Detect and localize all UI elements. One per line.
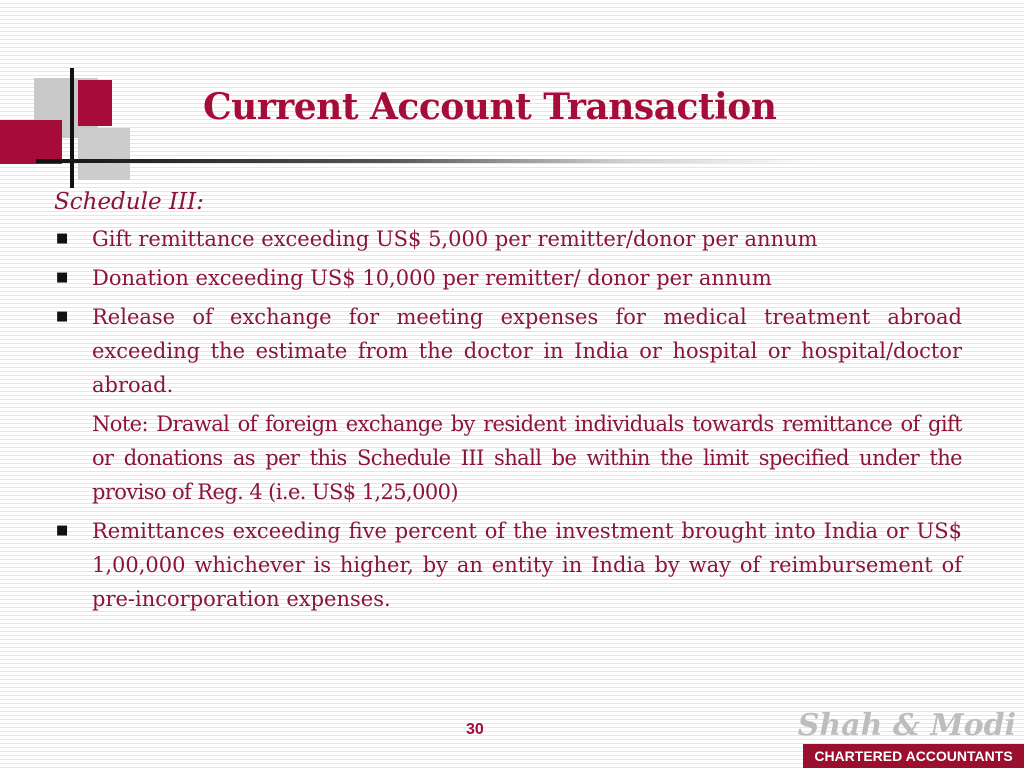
list-item (54, 222, 962, 256)
slide-content (54, 184, 962, 621)
decor-square-red-left (0, 120, 62, 164)
list-item (54, 514, 962, 616)
square-bullet-icon: ■ (56, 523, 69, 538)
square-bullet-icon: ■ (56, 309, 69, 324)
firm-tagline: CHARTERED ACCOUNTANTS (803, 744, 1024, 768)
bullet-list (54, 222, 962, 402)
list-item-text: Release of exchange for meeting expenses for medical treatment abroad exceeding the estimate from the doctor in India or hospital or hospital/doctor abroad. (92, 305, 962, 397)
decor-square-gray-front (78, 128, 130, 180)
schedule-heading: Schedule III: (54, 189, 204, 215)
note-paragraph (54, 407, 962, 509)
firm-logo-text: Shah & Modi (797, 708, 1016, 743)
decor-vertical-line (70, 68, 74, 188)
page-number: 30 (466, 721, 484, 738)
decor-square-red-top (78, 80, 112, 126)
list-item-text: Gift remittance exceeding US$ 5,000 per remitter/donor per annum (92, 227, 818, 251)
list-item-text: Donation exceeding US$ 10,000 per remitter/ donor per annum (92, 266, 772, 290)
square-bullet-icon: ■ (56, 270, 69, 285)
title-underline (36, 159, 816, 163)
bullet-list-continued (54, 514, 962, 616)
list-item (54, 300, 962, 402)
slide-title: Current Account Transaction (203, 86, 777, 128)
note-text: Note: Drawal of foreign exchange by resident individuals towards remittance of gift or donations as per this Schedule III shall be within the limit specified under the proviso of Reg. 4 (i.e. US$ 1,25,000) (92, 412, 962, 504)
list-item-text: Remittances exceeding five percent of the investment brought into India or US$ 1,00,000 whichever is higher, by an entity in India by way of reimbursement of pre-incorporation expenses. (92, 519, 962, 611)
square-bullet-icon: ■ (56, 231, 69, 246)
list-item (54, 261, 962, 295)
